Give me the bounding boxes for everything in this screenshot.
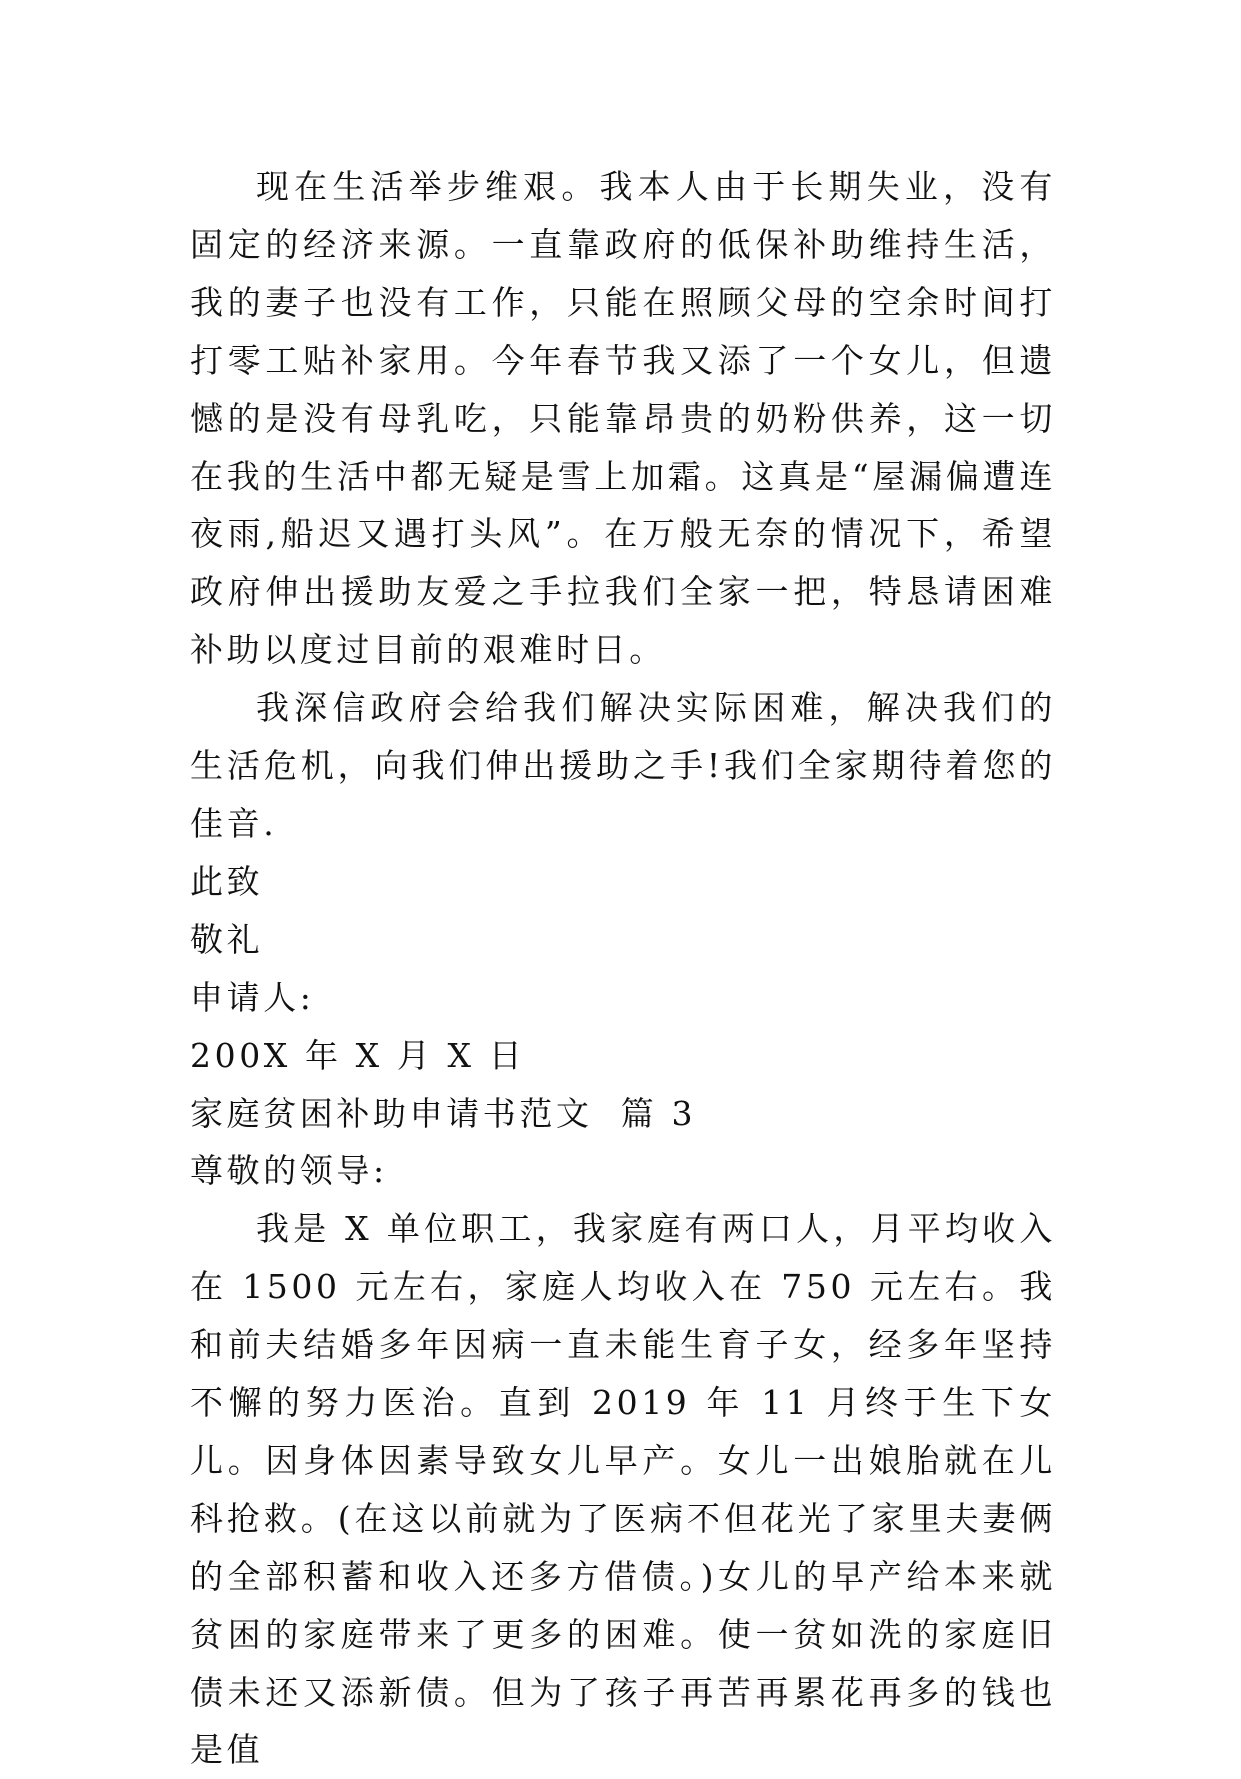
document-body [190,158,1056,1779]
salutation: 尊敬的领导: [190,1151,388,1191]
paragraph-trust: 我深信政府会给我们解决实际困难，解决我们的生活危机，向我们伸出援助之手!我们全家期待着您的佳音. [190,688,1056,843]
closing-cizhi: 此致 [190,861,264,901]
applicant-label: 申请人: [190,977,315,1017]
date-line: 200X 年 X 月 X 日 [190,1035,526,1075]
section-title: 家庭贫困补助申请书范文 篇 3 [190,1093,697,1133]
paragraph-family-situation: 我是 X 单位职工，我家庭有两口人，月平均收入在 1500 元左右，家庭人均收入在 750 元左右。我和前夫结婚多年因病一直未能生育子女，经多年坚持不懈的努力医治。直到 2019 年 11 月终于生下女儿。因身体因素导致女儿早产。女儿一出娘胎就在儿科抢救。(在这以前就为了医病不但花光了家里夫妻俩的全部积蓄和收入还多方借债。)女儿的早产给本来就贫困的家庭带来了更多的困难。使一贫如洗的家庭旧债未还又添新债。但为了孩子再苦再累花再多的钱也是值 [190,1209,1056,1770]
paragraph-hardship: 现在生活举步维艰。我本人由于长期失业，没有固定的经济来源。一直靠政府的低保补助维持生活，我的妻子也没有工作，只能在照顾父母的空余时间打打零工贴补家用。今年春节我又添了一个女儿，但遗憾的是没有母乳吃，只能靠昂贵的奶粉供养，这一切在我的生活中都无疑是雪上加霜。这真是“屋漏偏遭连夜雨,船迟又遇打头风”。在万般无奈的情况下，希望政府伸出援助友爱之手拉我们全家一把，特恳请困难补助以度过目前的艰难时日。 [190,167,1056,670]
closing-jingli: 敬礼 [190,919,264,959]
